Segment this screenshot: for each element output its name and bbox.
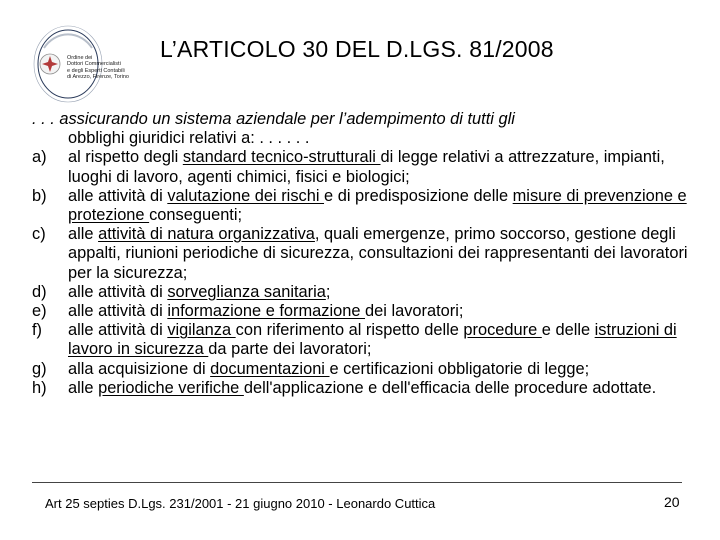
list-item-a [32, 148, 692, 186]
underlined-term: procedure [463, 321, 542, 340]
list-item-text: alle periodiche verifiche dell'applicazione e dell'efficacia delle procedure adottate. [68, 378, 657, 397]
list-item-c [32, 225, 692, 283]
footer-divider [32, 482, 682, 483]
underlined-term: valutazione dei rischi [167, 186, 325, 205]
underlined-term: periodiche verifiche [98, 378, 244, 397]
organization-logo [30, 20, 150, 105]
intro-line-2: obblighi giuridici relativi a: . . . . . . [68, 129, 310, 148]
list-item-text: alle attività di sorveglianza sanitaria; [68, 282, 331, 301]
underlined-term: documentazioni [210, 359, 330, 378]
list-item-f [32, 321, 692, 359]
underlined-term: standard tecnico-strutturali [182, 148, 381, 167]
list-item-text: alla acquisizione di documentazioni e certificazioni obbligatorie di legge; [68, 359, 590, 378]
list-item-b [32, 187, 692, 225]
list-marker: e) [32, 302, 47, 321]
list-marker: f) [32, 321, 43, 340]
list-item-text: alle attività di valutazione dei rischi e di predisposizione delle misure di prevenzione e protezione conseguenti; [68, 186, 687, 225]
list-marker: h) [32, 378, 47, 397]
underlined-term: istruzioni di lavoro in sicurezza [68, 321, 677, 359]
article-content [32, 110, 692, 398]
list-marker: a) [32, 148, 47, 167]
list-marker: g) [32, 359, 47, 378]
logo-caption: Ordine dei Dottori Commercialisti e degli Esperti Contabili di Arezzo, Firenze, Torino [67, 55, 129, 80]
list-item-h [32, 379, 692, 398]
list-marker: b) [32, 186, 47, 205]
list-item-d [32, 283, 692, 302]
list-item-text: alle attività di vigilanza con riferimento al rispetto delle procedure e delle istruzioni di lavoro in sicurezza da parte dei lavoratori; [68, 321, 677, 359]
intro-paragraph [32, 110, 692, 148]
list-item-text: alle attività di natura organizzativa, quali emergenze, primo soccorso, gestione degli appalti, riunioni periodiche di sicurezza, consultazioni dei rappresentanti dei lavoratori per la sicurezza; [68, 225, 688, 282]
intro-line-1: . . . assicurando un sistema aziendale per l’adempimento di tutti gli [32, 110, 515, 128]
underlined-term: misure di prevenzione e protezione [68, 186, 687, 225]
underlined-term: vigilanza [167, 321, 236, 340]
list-item-g [32, 360, 692, 379]
page-title: L’ARTICOLO 30 DEL D.LGS. 81/2008 [160, 36, 554, 62]
list-item-text: alle attività di informazione e formazione dei lavoratori; [68, 302, 464, 321]
underlined-term: sorveglianza sanitaria [167, 282, 326, 301]
underlined-term: informazione e formazione [167, 302, 366, 321]
list-item-text: al rispetto degli standard tecnico-strutturali di legge relativi a attrezzature, impianti, luoghi di lavoro, agenti chimici, fisici e biologici; [68, 148, 665, 186]
footer-text: Art 25 septies D.Lgs. 231/2001 - 21 giugno 2010 - Leonardo Cuttica [45, 496, 436, 511]
page-number: 20 [664, 494, 680, 510]
underlined-term: attività di natura organizzativa [98, 225, 315, 244]
list-item-e [32, 302, 692, 321]
list-marker: c) [32, 225, 46, 244]
list-marker: d) [32, 282, 47, 301]
